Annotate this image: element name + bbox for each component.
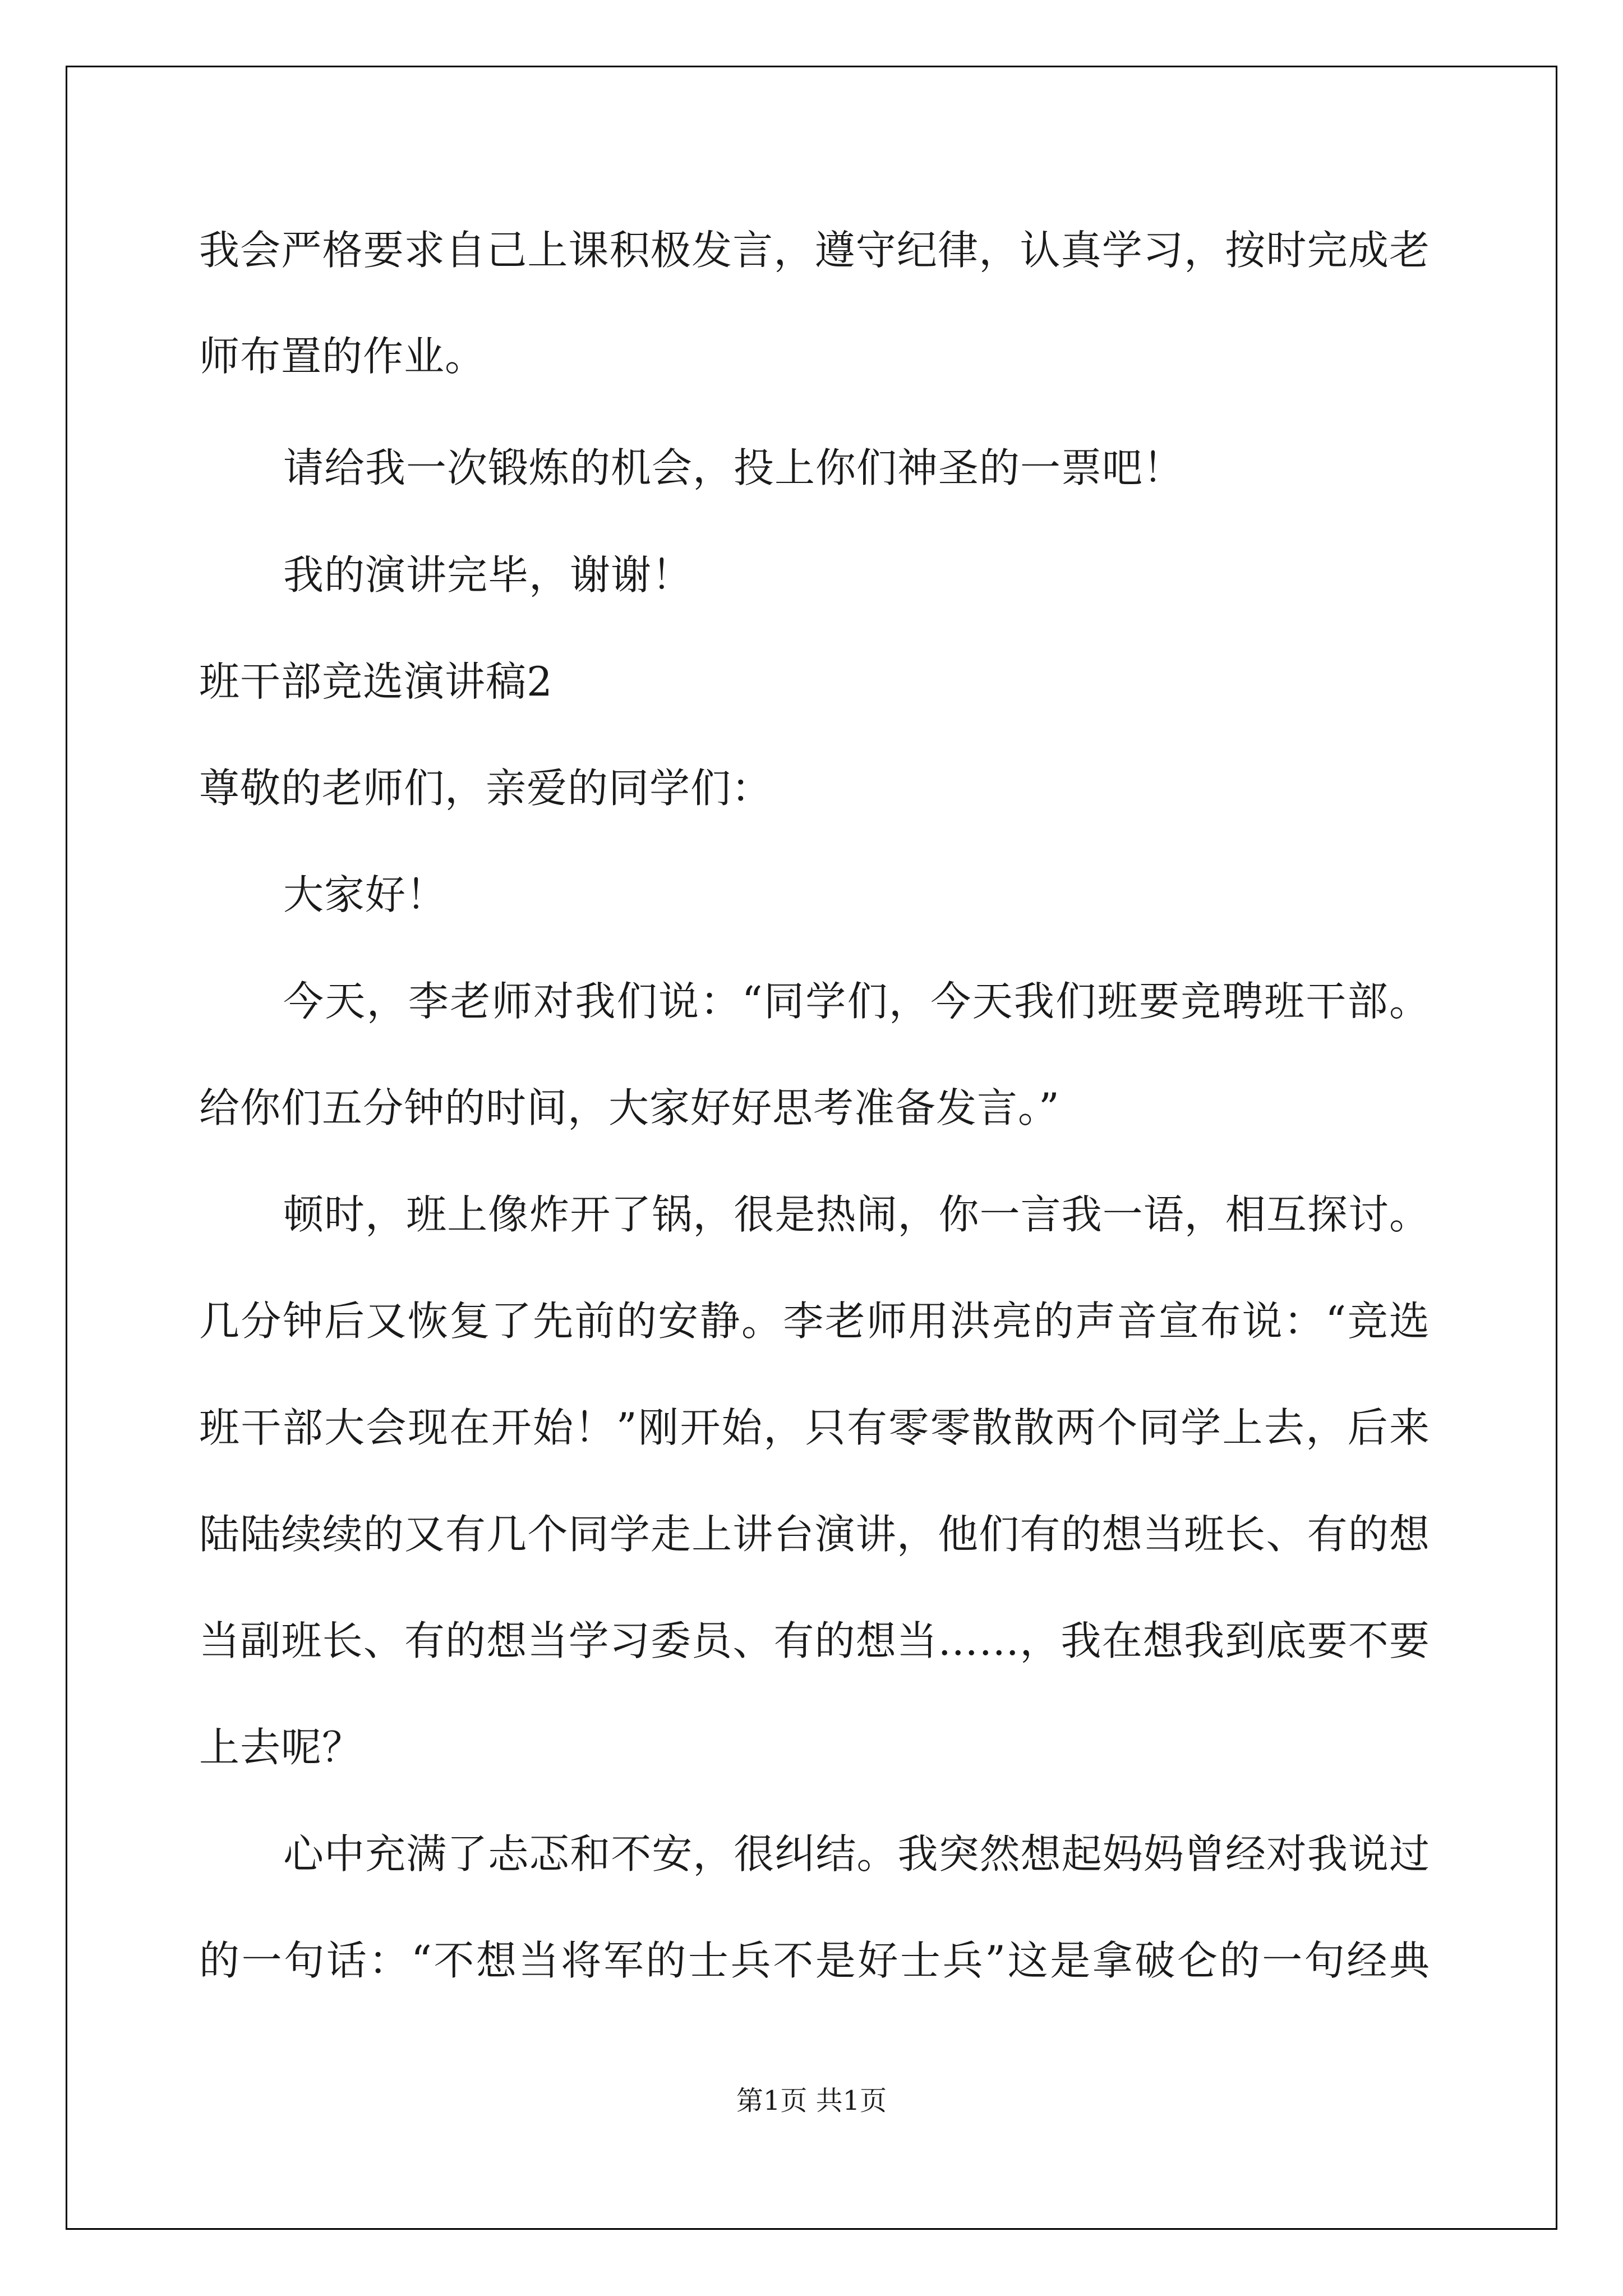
text-line: 心中充满了忐忑和不安，很纠结。我突然想起妈妈曾经对我说过 (283, 1830, 1430, 1878)
salutation: 尊敬的老师们，亲爱的同学们： (199, 765, 773, 812)
text-line: 几分钟后又恢复了先前的安静。李老师用洪亮的声音宣布说：“竞选 (199, 1297, 1430, 1345)
text-line: 当副班长、有的想当学习委员、有的想当……，我在想我到底要不要 (199, 1617, 1430, 1664)
text-line: 班干部大会现在开始！”刚开始，只有零零散散两个同学上去，后来 (199, 1404, 1430, 1451)
text-line: 我的演讲完毕，谢谢！ (283, 551, 693, 599)
text-line: 陆陆续续的又有几个同学走上讲台演讲，他们有的想当班长、有的想 (199, 1511, 1430, 1558)
text-line: 大家好！ (283, 871, 448, 918)
text-line: 给你们五分钟的时间，大家好好思考准备发言。” (199, 1084, 1060, 1131)
text-line: 请给我一次锻炼的机会，投上你们神圣的一票吧！ (283, 444, 1184, 491)
page-footer: 第1页 共1页 (736, 2085, 887, 2116)
text-line: 我会严格要求自己上课积极发言，遵守纪律，认真学习，按时完成老 (199, 227, 1430, 274)
text-line: 今天，李老师对我们说：“同学们，今天我们班要竞聘班干部。 (283, 978, 1430, 1025)
text-line: 师布置的作业。 (199, 333, 486, 380)
page-border (66, 66, 1557, 2230)
text-line: 上去呢？ (199, 1724, 363, 1771)
section-heading: 班干部竞选演讲稿2 (199, 658, 553, 705)
text-line: 顿时，班上像炸开了锅，很是热闹，你一言我一语，相互探讨。 (283, 1191, 1430, 1238)
text-line: 的一句话：“不想当将军的士兵不是好士兵”这是拿破仑的一句经典 (199, 1937, 1430, 1984)
